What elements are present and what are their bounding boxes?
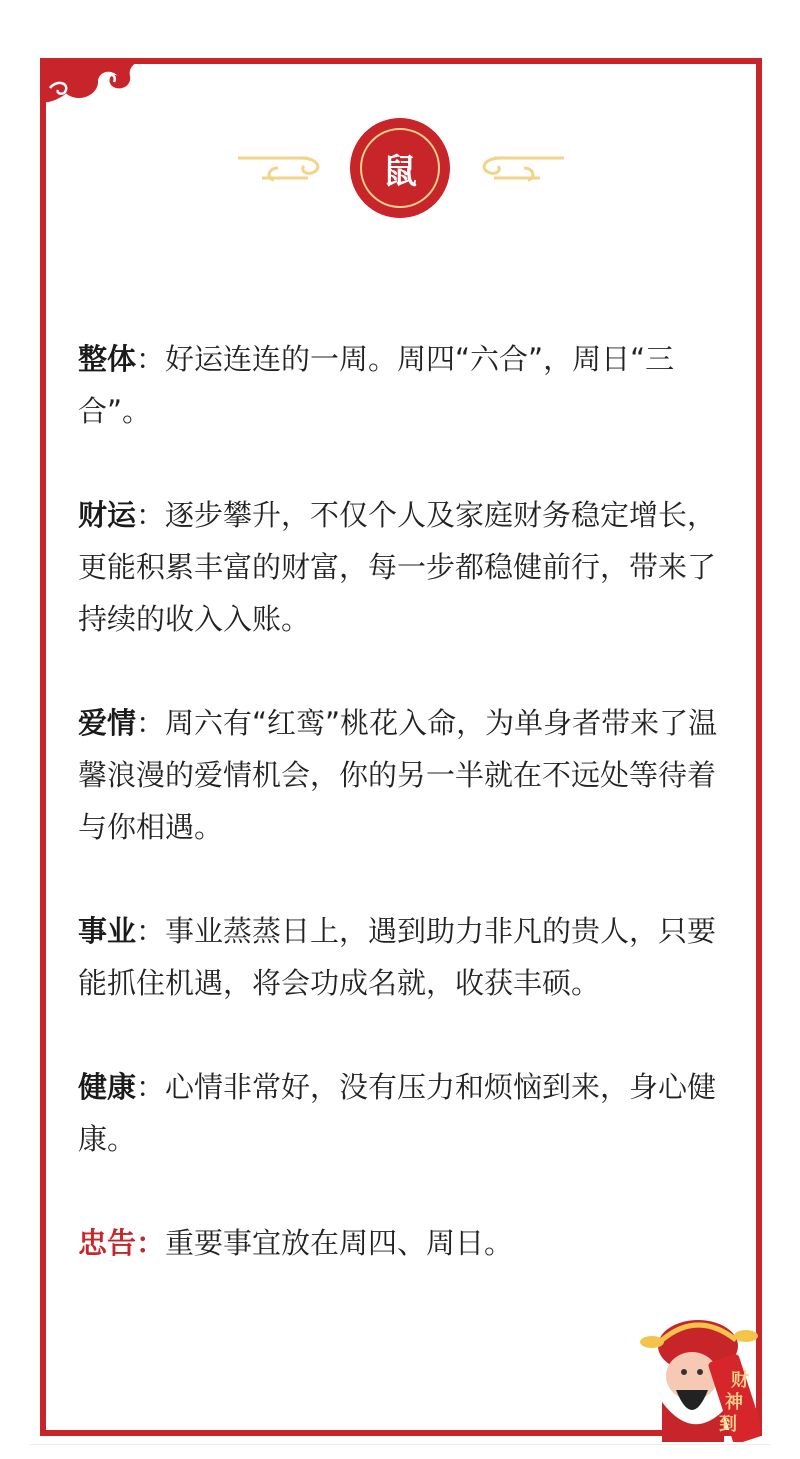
section-separator: ： (136, 1070, 166, 1104)
zodiac-seal (350, 118, 450, 218)
section-separator: ： (136, 914, 166, 948)
section-label: 爱情 (78, 706, 137, 740)
section-text: 周六有“红鸾”桃花入命，为单身者带来了温馨浪漫的爱情机会，你的另一半就在不远处等待着与你相遇。 (78, 706, 718, 844)
fortune-banner-char: 神 (725, 1392, 743, 1413)
section-separator: ： (136, 498, 166, 532)
cloud-right-icon (478, 146, 564, 188)
section-career (78, 905, 728, 1009)
zodiac-emblem (0, 118, 800, 218)
section-text: 事业蒸蒸日上，遇到助力非凡的贵人，只要能抓住机遇，将会功成名就，收获丰硕。 (78, 914, 717, 1000)
fortune-banner-char: 到 (719, 1414, 737, 1435)
section-separator: ： (136, 342, 166, 376)
section-separator: ： (136, 1226, 166, 1260)
section-health (78, 1061, 728, 1165)
zodiac-character: 鼠 (360, 128, 440, 208)
section-text: 重要事宜放在周四、周日。 (165, 1226, 514, 1260)
section-love (78, 697, 728, 853)
section-label: 健康 (78, 1070, 137, 1104)
horoscope-content (78, 333, 728, 1321)
section-text: 好运连连的一周。周四“六合”，周日“三合”。 (78, 342, 675, 428)
section-text: 逐步攀升，不仅个人及家庭财务稳定增长，更能积累丰富的财富，每一步都稳健前行，带来了持续的收入入账。 (78, 498, 717, 636)
fortune-god-icon (640, 1306, 760, 1442)
section-wealth (78, 489, 728, 645)
section-overall (78, 333, 728, 437)
section-separator: ： (136, 706, 166, 740)
section-label: 整体 (78, 342, 137, 376)
advice-label: 忠告 (78, 1226, 137, 1260)
section-advice (78, 1217, 728, 1269)
section-text: 心情非常好，没有压力和烦恼到来，身心健康。 (78, 1070, 717, 1156)
corner-cloud-icon (40, 58, 150, 120)
fortune-banner-char: 财 (731, 1370, 749, 1391)
bottom-divider (30, 1444, 770, 1445)
cloud-left-icon (238, 146, 324, 188)
section-label: 事业 (78, 914, 137, 948)
section-label: 财运 (78, 498, 137, 532)
